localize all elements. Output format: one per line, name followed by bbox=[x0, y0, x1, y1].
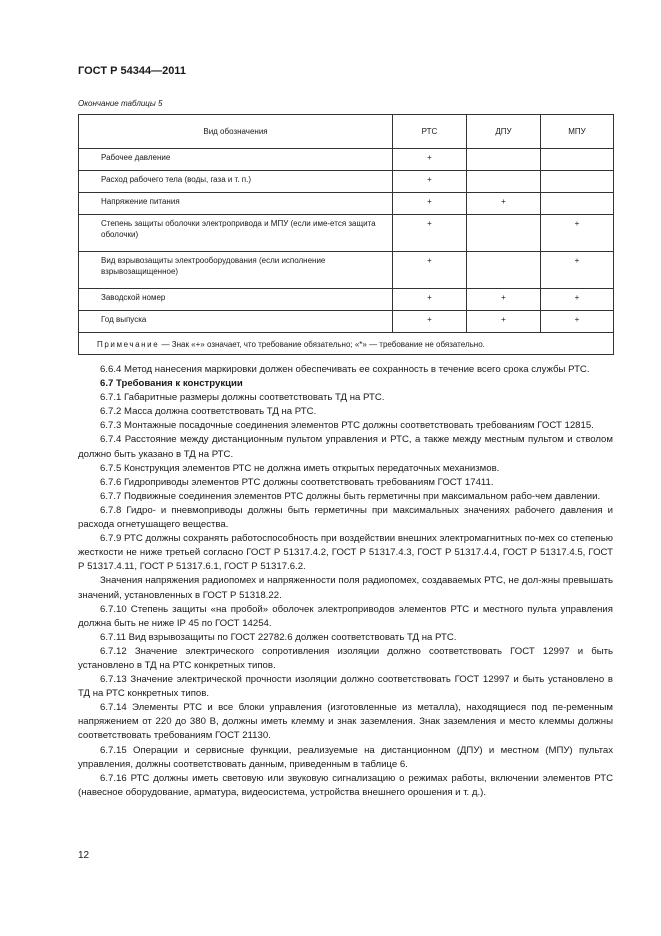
table-note bbox=[79, 333, 614, 355]
paragraph: 6.7.16 РТС должны иметь световую или звуковую сигнализацию о режимах работы, включении элементов РТС (навесное оборудование, арматура, видеосистема, устройства внешнего орошения и т. д.). bbox=[78, 772, 613, 798]
cell-mpu bbox=[541, 193, 614, 215]
paragraph: 6.7.9 РТС должны сохранять работоспособность при воздействии внешних электромагнитных по-мех со степенью жесткости не ниже третьей согласно ГОСТ Р 51317.4.2, ГОСТ Р 51317.4.3, ГОСТ Р 51317.4.4, ГОСТ Р 51317.4.5, ГОСТ Р 51317.4.11, ГОСТ Р 51317.6.1, ГОСТ Р 51317.6.2. bbox=[78, 533, 613, 573]
cell-rts: + bbox=[393, 171, 467, 193]
paragraph: 6.7.13 Значение электрической прочности изоляции должно соответствовать ГОСТ 12997 и быть установлено в ТД на РТС конкретных типов. bbox=[78, 674, 613, 700]
paragraph: 6.7.11 Вид взрывозащиты по ГОСТ 22782.6 должен соответствовать ТД на РТС. bbox=[100, 631, 457, 643]
row-name: Заводской номер bbox=[79, 289, 393, 311]
cell-rts: + bbox=[393, 149, 467, 171]
row-name: Рабочее давление bbox=[79, 149, 393, 171]
table-row bbox=[79, 193, 614, 215]
column-header-dpu: ДПУ bbox=[467, 115, 541, 149]
table-row bbox=[79, 171, 614, 193]
row-name: Расход рабочего тела (воды, газа и т. п.) bbox=[79, 171, 393, 193]
cell-dpu bbox=[467, 149, 541, 171]
cell-dpu: + bbox=[467, 311, 541, 333]
paragraph: 6.7.8 Гидро- и пневмоприводы должны быть герметичны при максимальных значениях рабочего давления и расхода огнетушащего вещества. bbox=[78, 504, 613, 531]
cell-rts: + bbox=[393, 215, 467, 252]
row-name: Напряжение питания bbox=[79, 193, 393, 215]
cell-dpu bbox=[467, 252, 541, 289]
cell-mpu bbox=[541, 171, 614, 193]
column-header-mpu: МПУ bbox=[541, 115, 614, 149]
cell-mpu bbox=[541, 149, 614, 171]
cell-mpu: + bbox=[541, 311, 614, 333]
cell-rts: + bbox=[393, 193, 467, 215]
paragraph: Значения напряжения радиопомех и напряженности поля радиопомех, создаваемых РТС, не дол-жны превышать значений, установленных в ГОСТ Р 51318.22. bbox=[78, 575, 613, 601]
paragraph: 6.7.4 Расстояние между дистанционным пультом управления и РТС, а также между местным пультом и стволом должно быть указано в ТД на РТС. bbox=[78, 434, 613, 460]
page-number: 12 bbox=[78, 850, 90, 861]
cell-mpu: + bbox=[541, 215, 614, 252]
paragraph: 6.7.7 Подвижные соединения элементов РТС должны быть герметичны при максимальном рабо-чем давлении. bbox=[100, 490, 601, 502]
paragraph: 6.7.15 Операции и сервисные функции, реализуемые на дистанционном (ДПУ) и местном (МПУ) пультах управления, должны соответствовать данным, приведенным в таблице 6. bbox=[78, 744, 613, 770]
row-name: Вид взрывозащиты электрооборудования (если исполнение взрывозащищенное) bbox=[79, 252, 393, 289]
table-row bbox=[79, 252, 614, 289]
table-row bbox=[79, 311, 614, 333]
table-row bbox=[79, 149, 614, 171]
column-header-designation: Вид обозначения bbox=[79, 115, 393, 149]
table-row bbox=[79, 289, 614, 311]
paragraph: 6.7.12 Значение электрического сопротивления изоляции должно соответствовать ГОСТ 12997 и быть установлено в ТД на РТС конкретных типов. bbox=[78, 645, 613, 671]
column-header-rts: РТС bbox=[393, 115, 467, 149]
note-text: — Знак «+» означает, что требование обязательно; «*» — требование не обязательно. bbox=[159, 339, 485, 349]
paragraph: 6.7.6 Гидроприводы элементов РТС должны соответствовать требованиям ГОСТ 17411. bbox=[100, 476, 494, 488]
section-heading: 6.7 Требования к конструкции bbox=[100, 378, 243, 390]
cell-mpu: + bbox=[541, 289, 614, 311]
table-caption: Окончание таблицы 5 bbox=[78, 99, 163, 108]
cell-mpu: + bbox=[541, 252, 614, 289]
table-header-row bbox=[79, 115, 614, 149]
row-name: Год выпуска bbox=[79, 311, 393, 333]
body-text bbox=[78, 363, 613, 800]
note-label: Примечание bbox=[97, 339, 160, 349]
cell-rts: + bbox=[393, 252, 467, 289]
paragraph: 6.7.5 Конструкция элементов РТС не должна иметь открытых передаточных механизмов. bbox=[100, 462, 500, 474]
paragraph: 6.7.1 Габаритные размеры должны соответствовать ТД на РТС. bbox=[100, 392, 385, 404]
cell-rts: + bbox=[393, 311, 467, 333]
marking-table bbox=[78, 114, 614, 355]
paragraph: 6.6.4 Метод нанесения маркировки должен обеспечивать ее сохранность в течение всего срока службы РТС. bbox=[100, 364, 590, 375]
cell-dpu bbox=[467, 171, 541, 193]
cell-dpu bbox=[467, 215, 541, 252]
cell-dpu: + bbox=[467, 289, 541, 311]
document-header: ГОСТ Р 54344—2011 bbox=[78, 65, 186, 77]
paragraph: 6.7.14 Элементы РТС и все блоки управления (изготовленные из металла), находящиеся под пе-ременным напряжением от 220 до 380 В, должны иметь клемму и знак заземления. Знак заземления и место клеммы должны соответствовать требованиям ГОСТ 21130. bbox=[78, 702, 613, 742]
cell-rts: + bbox=[393, 289, 467, 311]
table-row bbox=[79, 215, 614, 252]
table-note-row bbox=[79, 333, 614, 355]
paragraph: 6.7.2 Масса должна соответствовать ТД на РТС. bbox=[100, 406, 317, 418]
paragraph: 6.7.10 Степень защиты «на пробой» оболочек электроприводов элементов РТС и местного пульта управления должна быть не ниже IP 45 по ГОСТ 14254. bbox=[78, 603, 613, 629]
paragraph: 6.7.3 Монтажные посадочные соединения элементов РТС должны соответствовать требованиям ГОСТ 12815. bbox=[100, 420, 594, 432]
row-name: Степень защиты оболочки электропривода и МПУ (если име-ется защита оболочки) bbox=[79, 215, 393, 252]
cell-dpu: + bbox=[467, 193, 541, 215]
